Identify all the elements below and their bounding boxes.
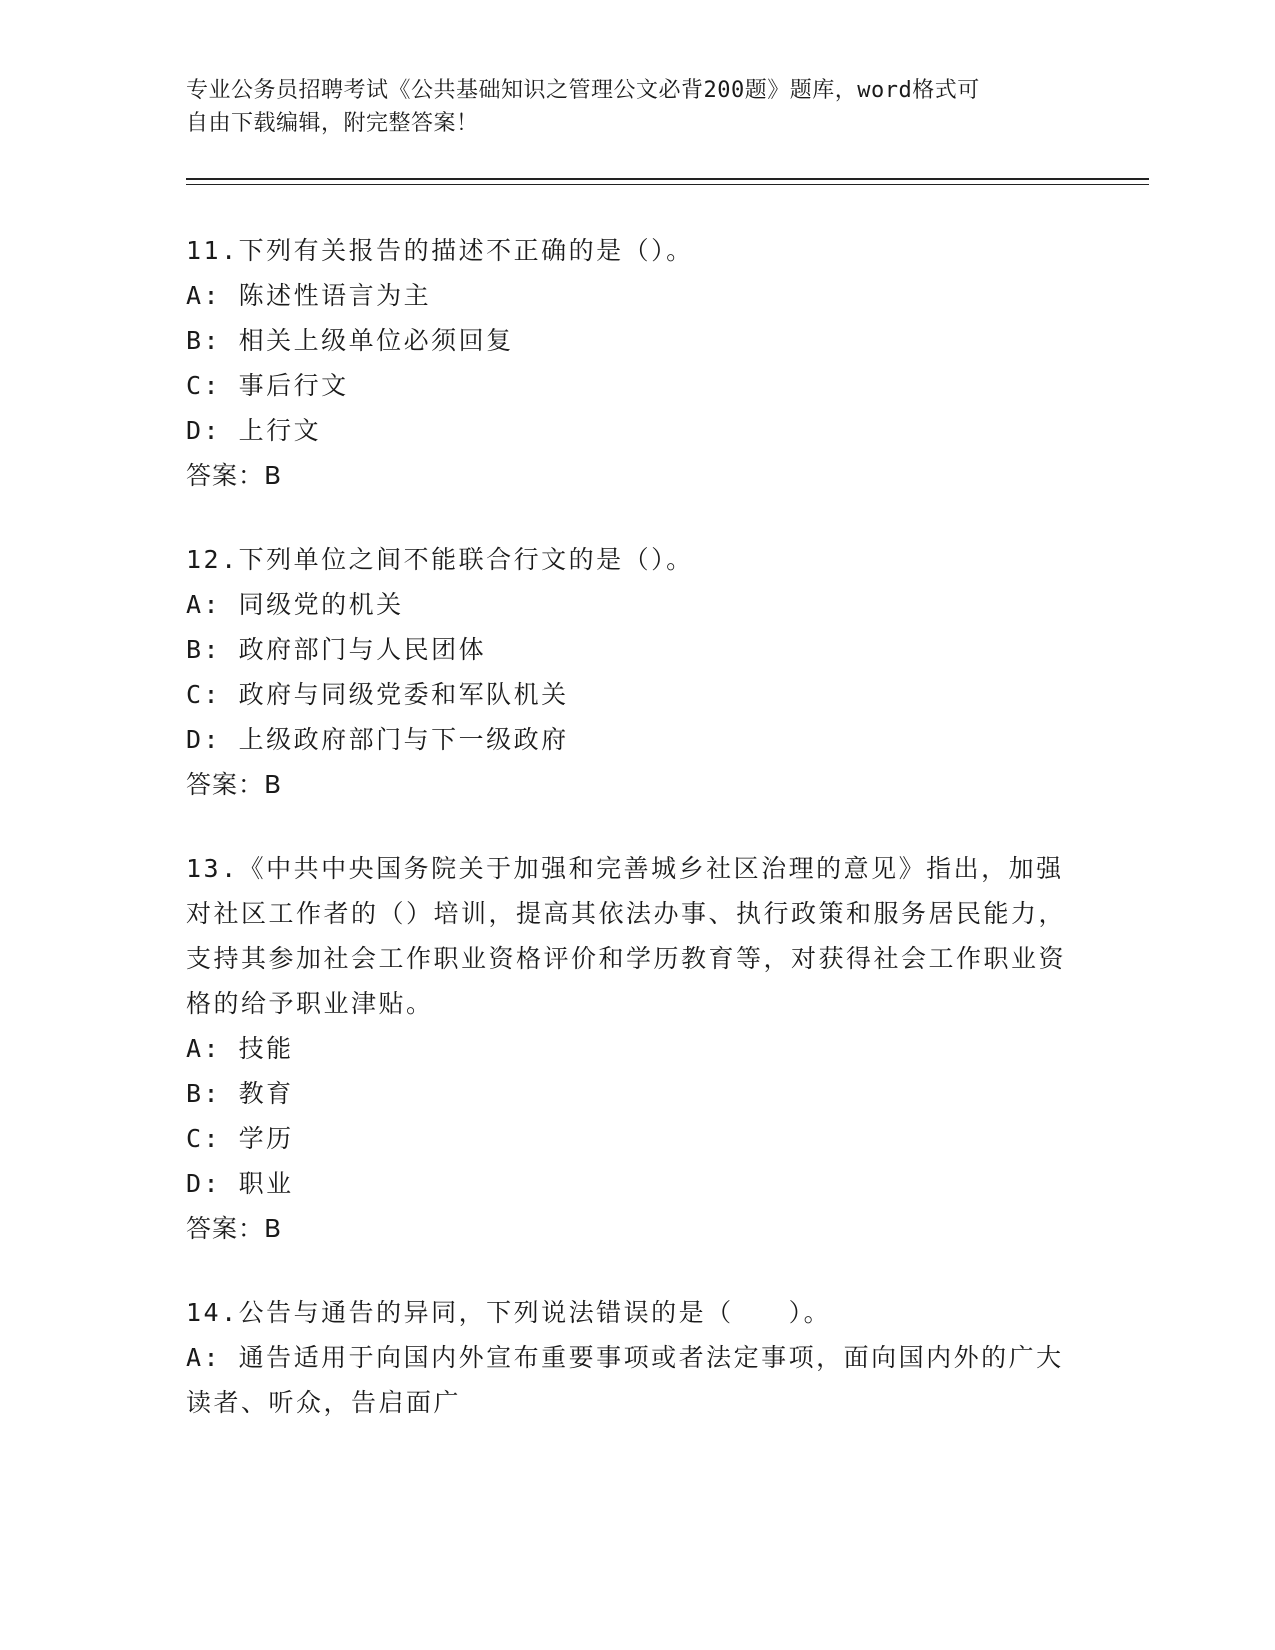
option-a: A: 同级党的机关 — [186, 590, 404, 619]
question-14 — [186, 1290, 1066, 1425]
option-c: C: 学历 — [186, 1124, 294, 1153]
header-line-1: 专业公务员招聘考试《公共基础知识之管理公文必背200题》题库，word格式可 — [186, 78, 980, 103]
option-a: A: 通告适用于向国内外宣布重要事项或者法定事项，面向国内外的广大读者、听众，告启面广 — [186, 1343, 1064, 1417]
answer-line: 答案：B — [186, 770, 283, 799]
option-d: D: 上行文 — [186, 416, 322, 445]
question-13 — [186, 846, 1066, 1251]
question-12 — [186, 537, 1066, 807]
option-a: A: 陈述性语言为主 — [186, 281, 432, 310]
header-line-2: 自由下载编辑，附完整答案！ — [186, 111, 479, 136]
question-stem: 12.下列单位之间不能联合行文的是（）。 — [186, 545, 694, 574]
question-list — [186, 228, 1066, 1464]
question-stem: 13.《中共中央国务院关于加强和完善城乡社区治理的意见》指出，加强对社区工作者的（）培训，提高其依法办事、执行政策和服务居民能力，支持其参加社会工作职业资格评价和学历教育等，对获得社会工作职业资格的给予职业津贴。 — [186, 854, 1067, 1018]
option-c: C: 政府与同级党委和军队机关 — [186, 680, 569, 709]
answer-line: 答案：B — [186, 1214, 283, 1243]
option-c: C: 事后行文 — [186, 371, 349, 400]
header-divider — [186, 178, 1149, 185]
question-stem: 14.公告与通告的异同，下列说法错误的是（ ）。 — [186, 1298, 832, 1327]
option-d: D: 上级政府部门与下一级政府 — [186, 725, 569, 754]
answer-line: 答案：B — [186, 461, 283, 490]
question-11 — [186, 228, 1066, 498]
option-b: B: 相关上级单位必须回复 — [186, 326, 514, 355]
option-d: D: 职业 — [186, 1169, 294, 1198]
option-b: B: 教育 — [186, 1079, 294, 1108]
option-a: A: 技能 — [186, 1034, 294, 1063]
option-b: B: 政府部门与人民团体 — [186, 635, 487, 664]
document-header — [186, 74, 1066, 140]
question-stem: 11.下列有关报告的描述不正确的是（）。 — [186, 236, 694, 265]
